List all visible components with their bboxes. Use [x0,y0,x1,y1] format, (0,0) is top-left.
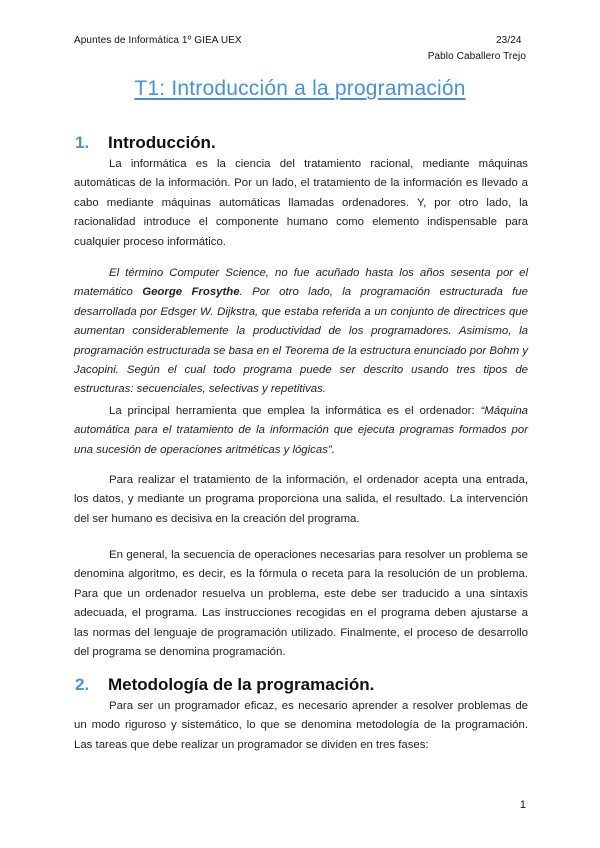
section-number: 1. [75,133,90,152]
section-heading-metodologia [75,675,374,695]
section-heading-introduccion [75,133,216,153]
header-year: 23/24 [496,35,522,46]
definition-quote: “Máquina automática para el tratamiento de la información que ejecuta programas formados por una sucesión de operaciones aritméticas y lógicas”. [74,405,528,456]
header-course: Apuntes de Informática 1º GIEA UEX [74,35,242,46]
paragraph-text: . Por otro lado, la programación estructurada fue desarrollada por Edsger W. Dijkstra, que estaba referida a un conjunto de directrices que aumentan considerablemente la productividad de los programadores. Asimismo, la programación estructurada se basa en el Teorema de la estructura enunciado por Bohm y Jacopini. Según el cual todo programa puede ser descrito usando tres tipos de estructuras: secuenciales, selectivas y repetitivas. [74,286,528,396]
paragraph-text: Para ser un programador eficaz, es necesario aprender a resolver problemas de un modo riguroso y sistemático, lo que se denomina metodología de la programación. Las tareas que debe realizar un programador se dividen en tres fases: [74,700,528,751]
person-name: George Frosythe [142,286,240,299]
document-title: T1: Introducción a la programación [134,77,466,100]
paragraph-text: La informática es la ciencia del tratamiento racional, mediante máquinas automáticas de la información. Por un lado, el tratamiento de la información es llevado a cabo mediante máquinas automáticas llamadas ordenadores. Y, por otro lado, la racionalidad introduce el componente humano como elemento indispensable para cualquier proceso informático. [74,158,528,248]
paragraph-text: La principal herramienta que emplea la informática es el ordenador: [109,405,481,417]
paragraph-algoritmo [74,546,528,662]
paragraph-text: En general, la secuencia de operaciones necesarias para resolver un problema se denomina algoritmo, es decir, es la fórmula o receta para la resolución de un problema. Para que un ordenador resuelva un problema, este debe ser traducido a una sintaxis adecuada, el programa. Las instrucciones recogidas en el programa deben ajustarse a las normas del lenguaje de programación utilizado. Finalmente, el proceso de desarrollo del programa se denomina programación. [74,549,528,659]
section-title: Metodología de la programación. [108,675,375,694]
paragraph-text: El término Computer Science, no fue acuñado hasta los años sesenta por el matemático [74,267,528,299]
page-number: 1 [519,799,526,811]
section-number: 2. [75,675,90,694]
paragraph-ordenador [74,402,528,460]
paragraph-metodologia [74,697,528,755]
paragraph-computer-science [74,264,528,400]
paragraph-tratamiento [74,471,528,529]
paragraph-informatica [74,155,528,252]
header-author: Pablo Caballero Trejo [427,51,526,62]
paragraph-text: Para realizar el tratamiento de la información, el ordenador acepta una entrada, los datos, y mediante un programa proporciona una salida, el resultado. La intervención del ser humano es decisiva en la creación del programa. [74,474,528,525]
section-title: Introducción. [108,133,216,152]
